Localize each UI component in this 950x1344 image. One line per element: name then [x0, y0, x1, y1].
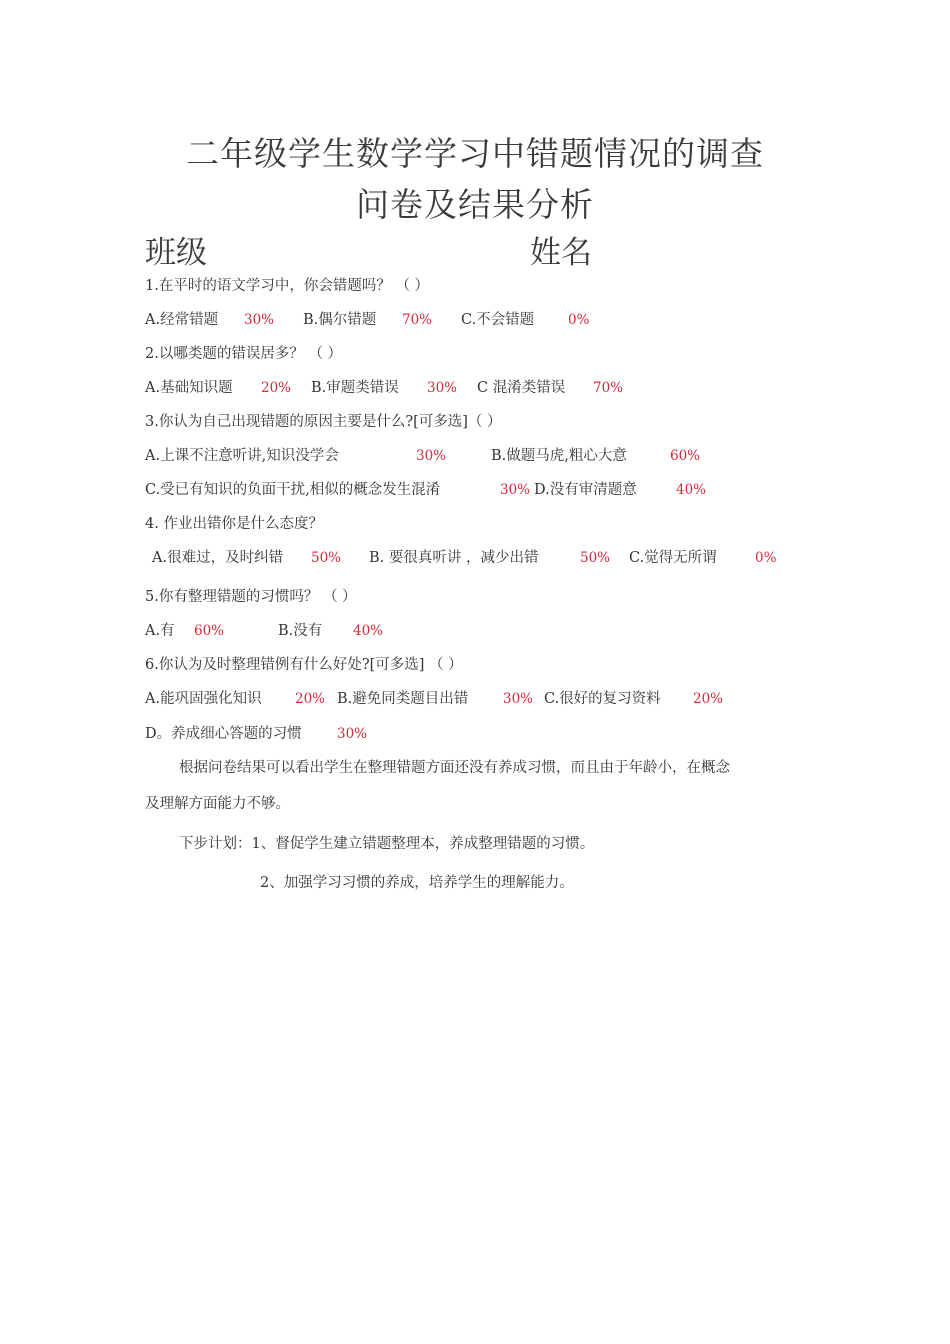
class-label: 班级	[145, 235, 207, 271]
option-4b: B. 要很真听讲 ，减少出错	[369, 550, 539, 566]
question-4: 4. 作业出错你是什么态度？	[145, 516, 323, 532]
plan-line-2: 2、加强学习习惯的养成，培养学生的理解能力。	[260, 875, 574, 891]
option-6c: C.很好的复习资料	[544, 691, 661, 707]
percent-3a: 30%	[416, 448, 447, 464]
page-title: 二年级学生数学学习中错题情况的调查	[186, 134, 764, 173]
question-3: 3.你认为自己出现错题的原因主要是什么?[可多选]（ ）	[145, 414, 502, 430]
percent-2c: 70%	[593, 380, 624, 396]
percent-6b: 30%	[503, 691, 534, 707]
option-6d: D。养成细心答题的习惯	[145, 726, 302, 742]
option-3d: D.没有审清题意	[534, 482, 637, 498]
percent-6c: 20%	[693, 691, 724, 707]
question-1: 1.在平时的语文学习中，你会错题吗？ （ ）	[145, 278, 430, 294]
percent-1a: 30%	[244, 312, 275, 328]
question-2: 2.以哪类题的错误居多？ （ ）	[145, 346, 343, 362]
option-3c: C.受已有知识的负面干扰,相似的概念发生混淆	[145, 482, 441, 498]
option-3a: A.上课不注意听讲,知识没学会	[145, 448, 339, 464]
option-5b: B.没有	[278, 623, 323, 639]
name-label: 姓名	[530, 235, 592, 271]
question-5: 5.你有整理错题的习惯吗？ （ ）	[145, 589, 357, 605]
percent-2b: 30%	[427, 380, 458, 396]
option-6b: B.避免同类题目出错	[337, 691, 469, 707]
page-subtitle: 问卷及结果分析	[356, 185, 594, 224]
percent-4b: 50%	[580, 550, 611, 566]
percent-6a: 20%	[295, 691, 326, 707]
option-4a: A.很难过，及时纠错	[152, 550, 284, 566]
question-6: 6.你认为及时整理错例有什么好处?[可多选] （ ）	[145, 657, 463, 673]
percent-5a: 60%	[194, 623, 225, 639]
percent-5b: 40%	[353, 623, 384, 639]
percent-1b: 70%	[402, 312, 433, 328]
option-1c: C.不会错题	[461, 312, 535, 328]
option-1b: B.偶尔错题	[303, 312, 377, 328]
option-4c: C.觉得无所谓	[629, 550, 717, 566]
percent-6d: 30%	[337, 726, 368, 742]
plan-line-1: 下步计划：1、督促学生建立错题整理本，养成整理错题的习惯。	[179, 836, 595, 852]
percent-4c: 0%	[755, 550, 777, 566]
percent-3d: 40%	[676, 482, 707, 498]
option-2b: B.审题类错误	[311, 380, 399, 396]
option-2c: C 混淆类错误	[477, 380, 566, 396]
percent-3b: 60%	[670, 448, 701, 464]
percent-2a: 20%	[261, 380, 292, 396]
option-6a: A.能巩固强化知识	[145, 691, 262, 707]
percent-1c: 0%	[568, 312, 590, 328]
option-5a: A.有	[145, 623, 175, 639]
percent-4a: 50%	[311, 550, 342, 566]
option-3b: B.做题马虎,粗心大意	[491, 448, 627, 464]
option-2a: A.基础知识题	[145, 380, 233, 396]
conclusion-line-1: 根据问卷结果可以看出学生在整理错题方面还没有养成习惯，而且由于年龄小，在概念	[179, 760, 730, 776]
option-1a: A.经常错题	[145, 312, 219, 328]
percent-3c: 30%	[500, 482, 531, 498]
conclusion-line-2: 及理解方面能力不够。	[145, 796, 290, 812]
